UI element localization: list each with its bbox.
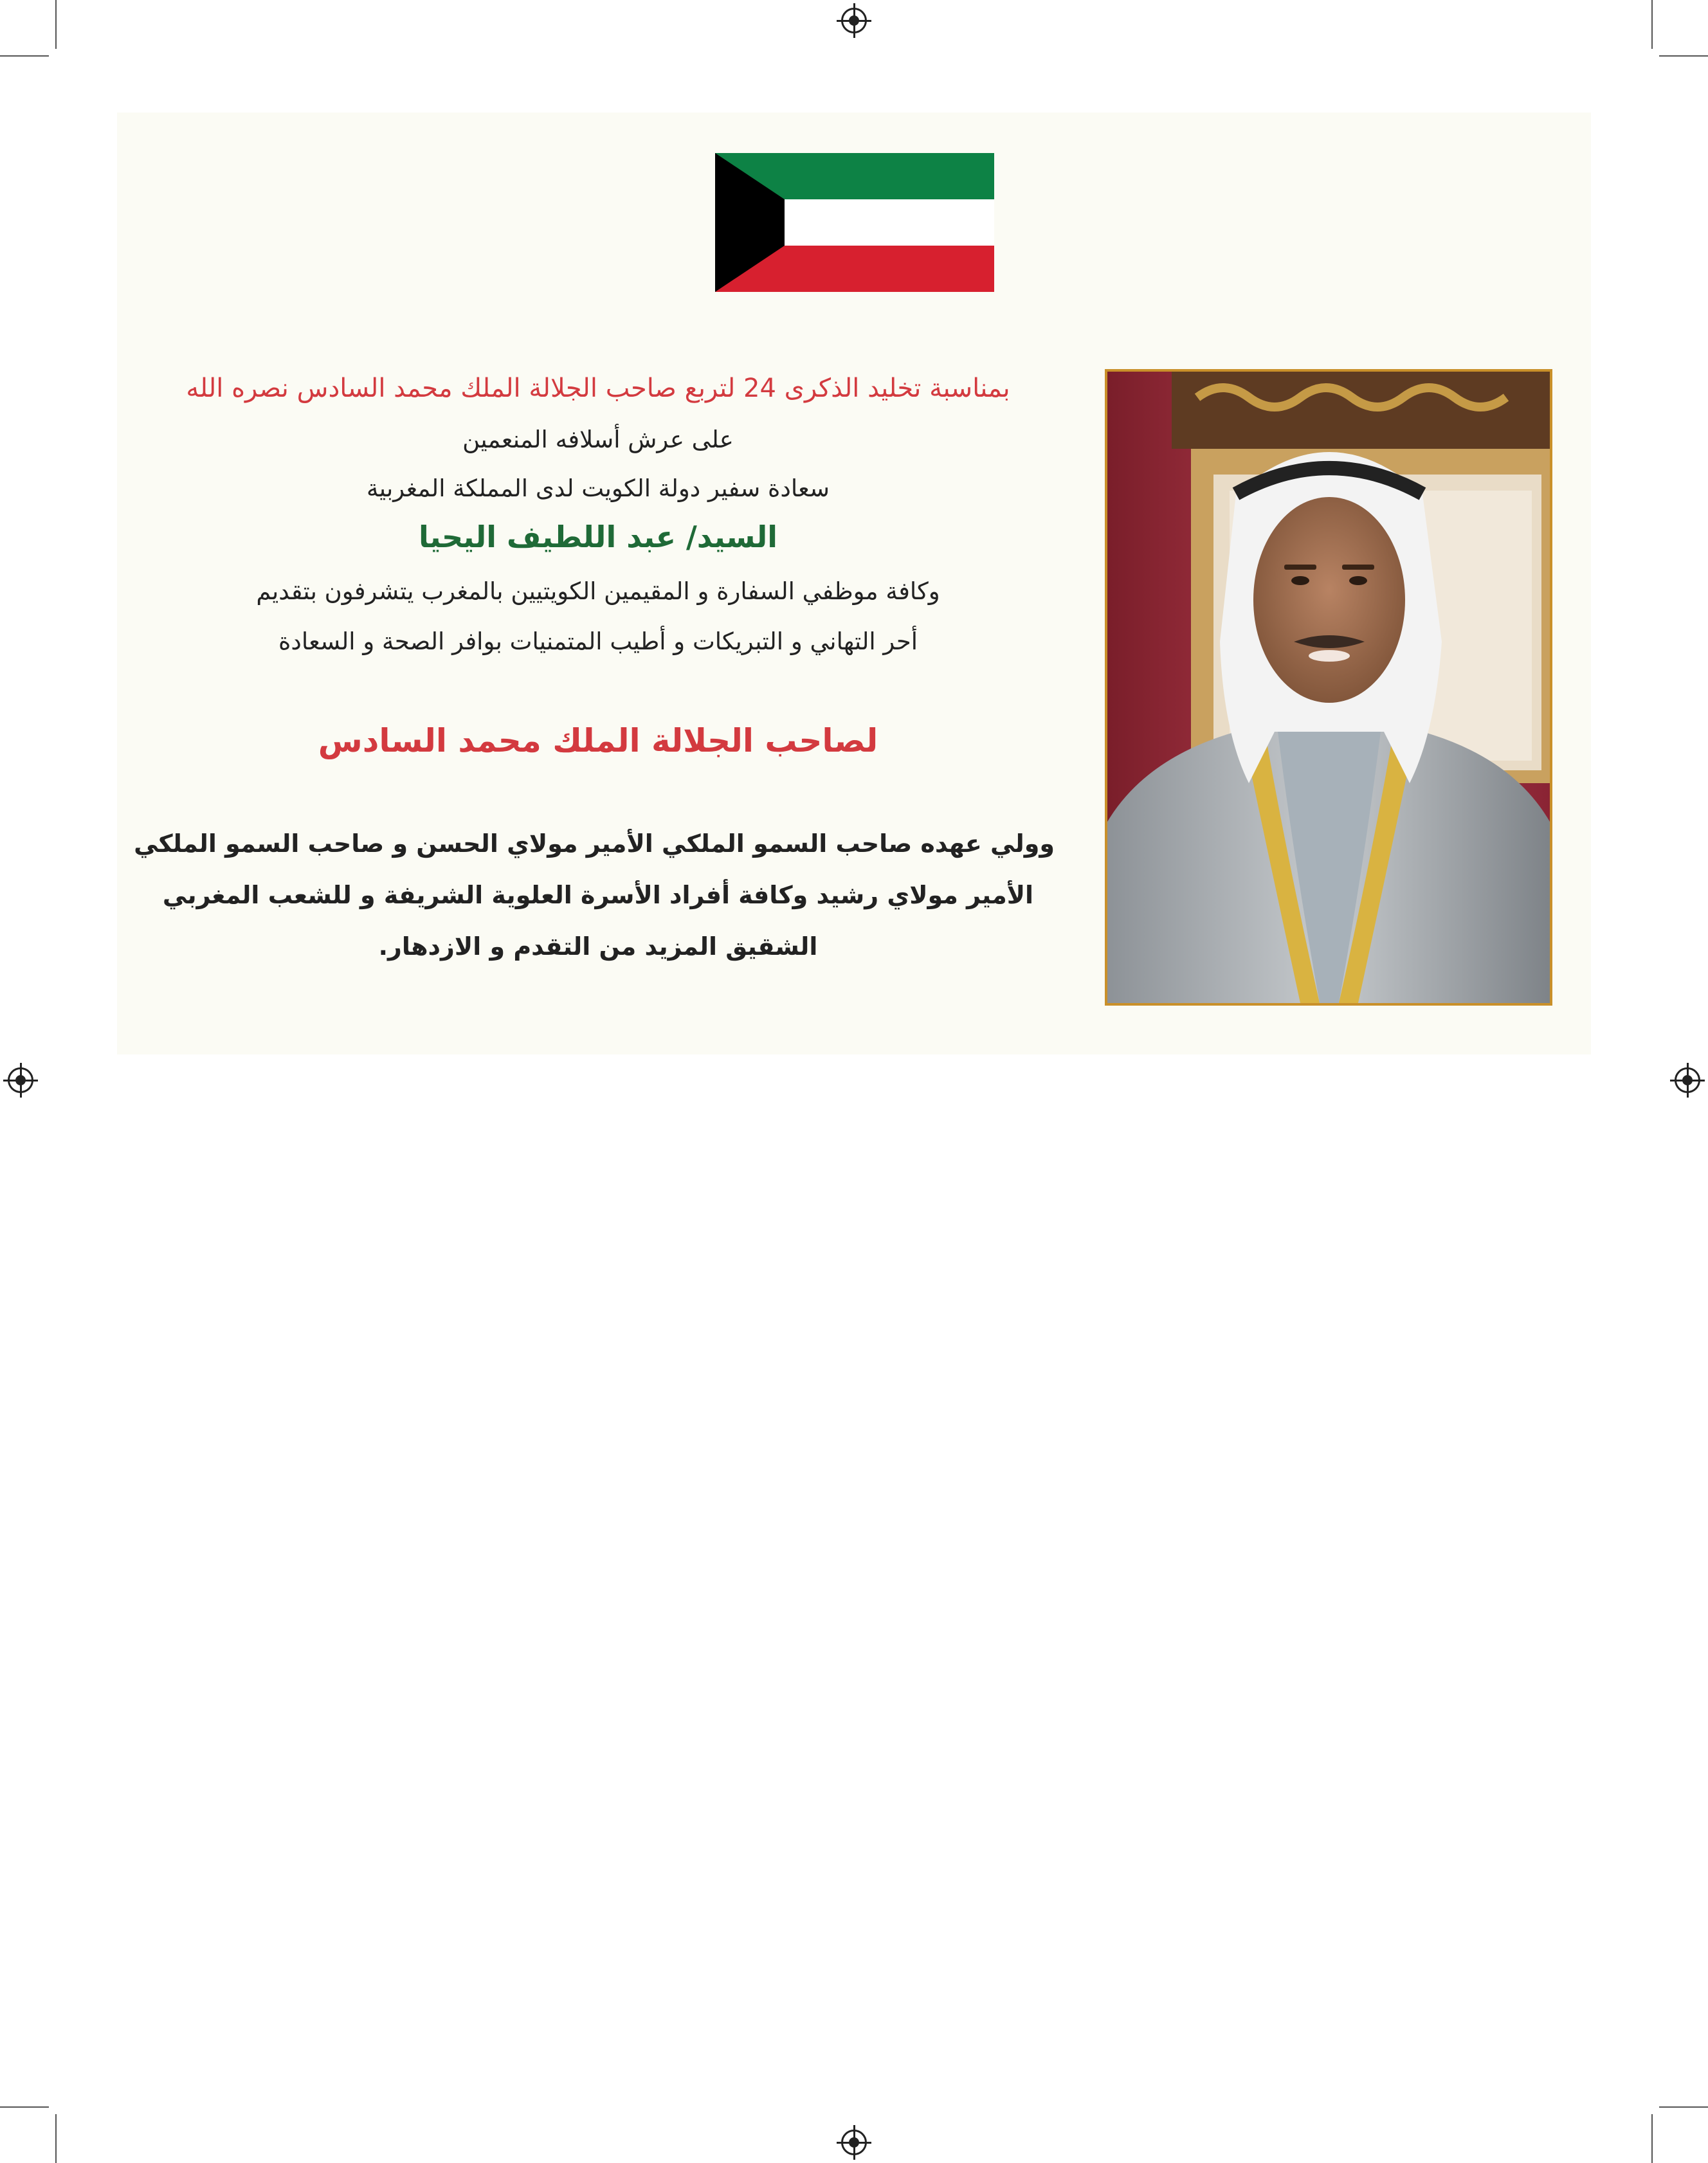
registration-mark-icon	[841, 8, 867, 33]
closing-line-3: الشقيق المزيد من التقدم و الازدهار.	[378, 932, 818, 961]
crop-mark	[55, 0, 57, 49]
crop-mark	[0, 55, 49, 57]
recipient-heading: لصاحب الجلالة الملك محمد السادس	[318, 722, 878, 759]
kuwait-flag-icon	[715, 153, 994, 292]
occasion-line: بمناسبة تخليد الذكرى 24 لتربع صاحب الجلالة الملك محمد السادس نصره الله	[186, 374, 1010, 403]
closing-line-2: الأمير مولاي رشيد وكافة أفراد الأسرة العلوية الشريفة و للشعب المغربي	[162, 881, 1034, 909]
ambassador-title: سعادة سفير دولة الكويت لدى المملكة المغربية	[366, 475, 830, 502]
crop-mark	[1659, 55, 1708, 57]
crop-mark	[1651, 2114, 1653, 2163]
throne-line: على عرش أسلافه المنعمين	[462, 426, 734, 453]
ambassador-portrait	[1105, 369, 1552, 1006]
ambassador-name: السيد/ عبد اللطيف اليحيا	[418, 520, 778, 554]
crop-mark	[55, 2114, 57, 2163]
registration-mark-icon	[841, 2130, 867, 2155]
registration-mark-icon	[1675, 1067, 1700, 1093]
crop-mark	[1651, 0, 1653, 49]
registration-mark-icon	[8, 1067, 33, 1093]
staff-line: وكافة موظفي السفارة و المقيمين الكويتيين بالمغرب يتشرفون بتقديم	[256, 577, 940, 605]
crop-mark	[1659, 2106, 1708, 2108]
wishes-line: أحر التهاني و التبريكات و أطيب المتمنيات بوافر الصحة و السعادة	[278, 628, 918, 655]
closing-line-1: وولي عهده صاحب السمو الملكي الأمير مولاي الحسن و صاحب السمو الملكي	[134, 829, 1055, 858]
crop-mark	[0, 2106, 49, 2108]
